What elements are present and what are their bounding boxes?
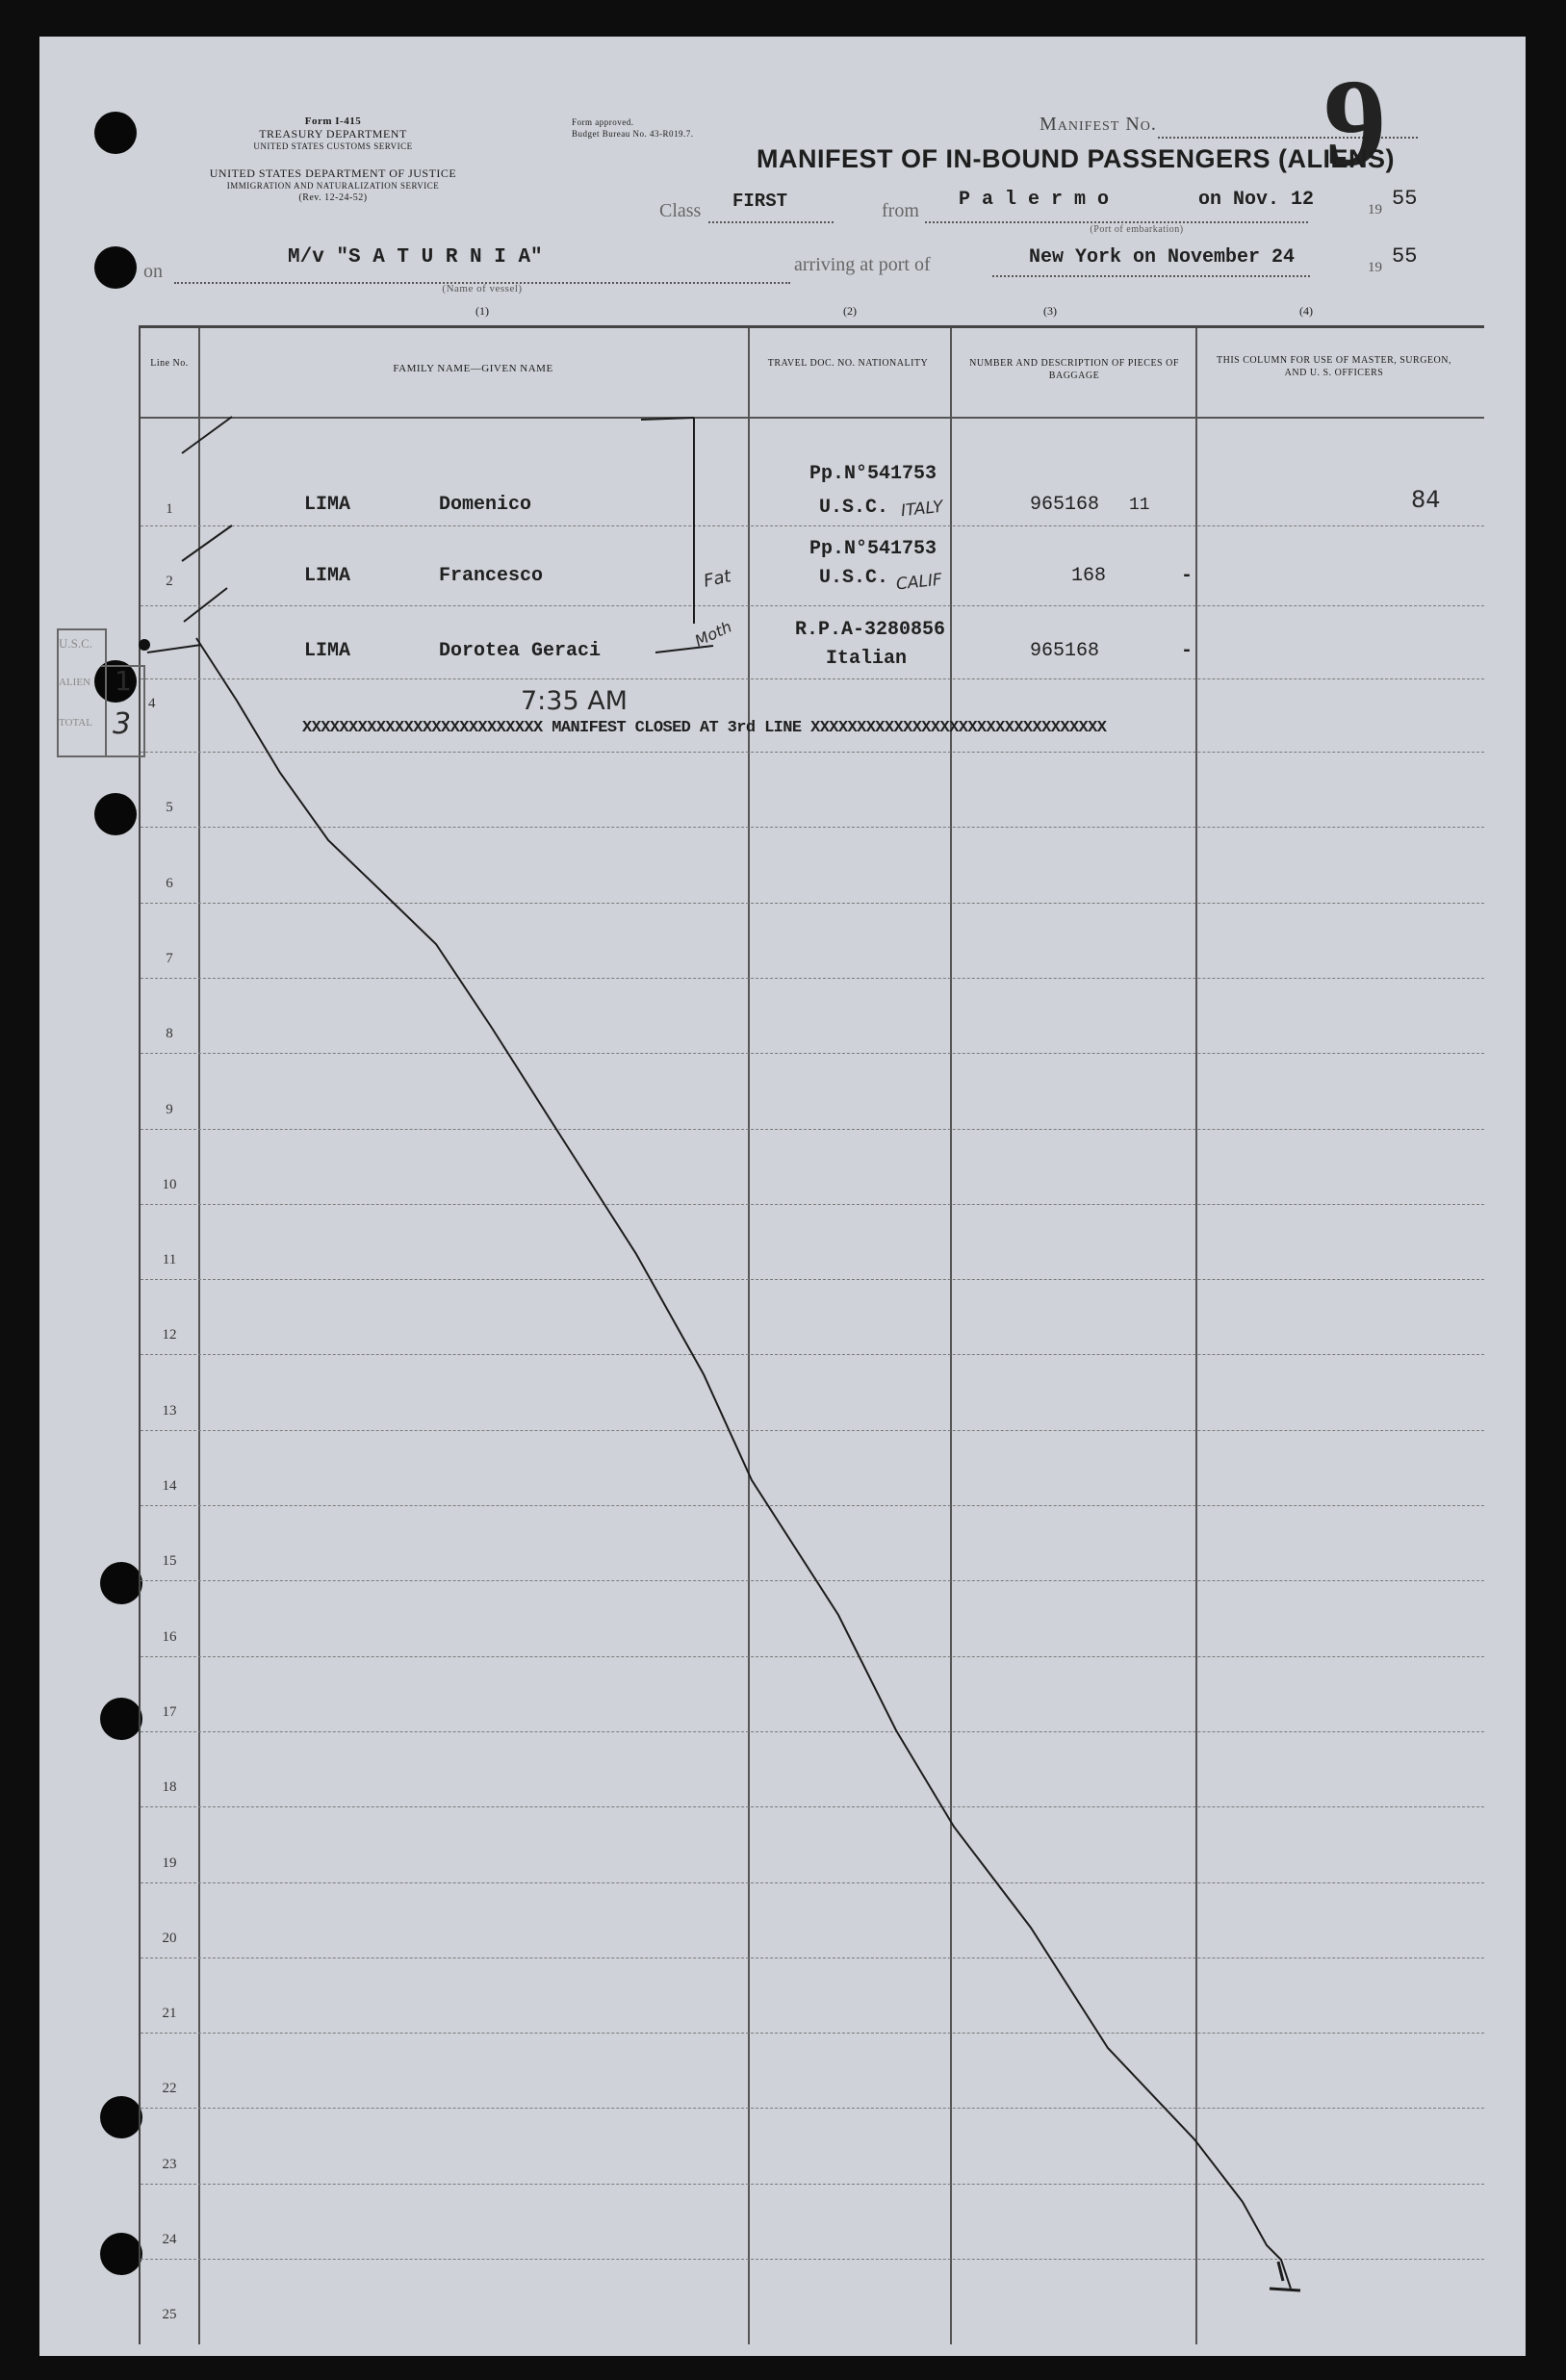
stamp-total-count: 3: [113, 707, 132, 741]
column-number: (2): [843, 304, 857, 318]
baggage-number: 965168: [1030, 640, 1100, 662]
customs-service: UNITED STATES CUSTOMS SERVICE: [253, 141, 413, 151]
dot-mark: [139, 639, 150, 651]
class-value: FIRST: [732, 191, 788, 212]
margin-note: Moth: [691, 617, 735, 651]
line-number: 21: [162, 2006, 177, 2022]
nationality-note: CALIF: [895, 570, 943, 595]
passenger-given-name: Dorotea Geraci: [439, 640, 602, 662]
passenger-given-name: Francesco: [439, 565, 544, 587]
travel-doc-number: R.P.A-3280856: [795, 619, 946, 641]
line-number: 23: [162, 2156, 177, 2172]
line-number: 13: [162, 1402, 177, 1419]
line-number: 22: [162, 2081, 177, 2097]
form-approved: Form approved.: [572, 117, 634, 127]
travel-doc-number: Pp.N°541753: [809, 538, 937, 560]
line-number-four: 4: [148, 696, 156, 711]
end-mark: [1270, 2262, 1300, 2290]
ins-service: IMMIGRATION AND NATURALIZATION SERVICE: [226, 181, 440, 191]
line-number: 11: [162, 1252, 177, 1268]
manifest-number: 9: [1323, 54, 1386, 192]
line-number: 2: [166, 574, 173, 589]
line-number: 18: [162, 1779, 177, 1796]
line-number: 5: [166, 800, 173, 816]
passenger-family-name: LIMA: [304, 640, 351, 662]
form-revision: (Rev. 12-24-52): [298, 192, 368, 203]
cancellation-stroke: [196, 638, 1291, 2289]
tick-mark: [147, 417, 232, 653]
treasury-dept: TREASURY DEPARTMENT: [259, 127, 407, 141]
time-note: 7:35 AM: [521, 686, 628, 716]
column-number: (1): [475, 304, 489, 318]
nationality: U.S.C.: [819, 497, 889, 519]
family-name-header: FAMILY NAME—GIVEN NAME: [393, 363, 553, 374]
baggage-pieces: 11: [1129, 496, 1150, 515]
from-label: from: [882, 200, 919, 221]
line-number: 12: [162, 1327, 177, 1344]
vessel-name: M/v "S A T U R N I A": [288, 246, 543, 269]
arrival-year-prefix: 19: [1368, 260, 1382, 275]
manifest-sheet: [39, 37, 1526, 2356]
justice-dept: UNITED STATES DEPARTMENT OF JUSTICE: [209, 166, 457, 180]
line-number: 6: [166, 875, 173, 891]
baggage-number: 168: [1071, 565, 1107, 587]
baggage-header: NUMBER AND DESCRIPTION OF PIECES OF BAGGAGE: [969, 358, 1179, 381]
manifest-no-label: Manifest No.: [1040, 114, 1157, 135]
arriving-label: arriving at port of: [794, 254, 931, 275]
line-number: 19: [162, 1855, 177, 1871]
column-number: (4): [1299, 304, 1313, 318]
nationality: Italian: [826, 648, 908, 670]
line-number: 20: [162, 1930, 177, 1946]
line-number: 16: [162, 1628, 177, 1645]
embark-year-prefix: 19: [1368, 202, 1382, 218]
stamp-alien-count: 1: [115, 665, 132, 697]
officers-header: THIS COLUMN FOR USE OF MASTER, SURGEON, AND U. S. OFFICERS: [1217, 355, 1451, 378]
stamp-total-label: TOTAL: [59, 717, 92, 729]
margin-note: Fat: [702, 566, 733, 592]
passenger-family-name: LIMA: [304, 494, 351, 516]
embark-date: on Nov. 12: [1198, 189, 1315, 211]
embark-year: 55: [1392, 187, 1418, 211]
manifest-closed-line: XXXXXXXXXXXXXXXXXXXXXXXXXX MANIFEST CLOSED AT 3rd LINE XXXXXXXXXXXXXXXXXXXXXXXXXXXXXXXX: [302, 719, 1107, 737]
line-number: 10: [162, 1176, 177, 1192]
baggage-pieces: -: [1181, 565, 1194, 587]
line-number: 15: [162, 1553, 177, 1570]
port-embark-caption: (Port of embarkation): [1090, 224, 1184, 235]
budget-bureau: Budget Bureau No. 43-R019.7.: [572, 129, 694, 139]
line-number: 8: [166, 1026, 173, 1042]
passenger-given-name: Domenico: [439, 494, 532, 516]
line-no-header: Line No.: [150, 358, 189, 369]
bracket-mark: [641, 418, 713, 653]
nationality: U.S.C.: [819, 567, 889, 589]
official-note: 84: [1411, 486, 1441, 513]
baggage-number: 965168: [1030, 494, 1100, 516]
nationality-note: ITALY: [900, 497, 944, 522]
manifest-title: MANIFEST OF IN-BOUND PASSENGERS (ALIENS): [757, 144, 1396, 173]
arrival-port-date: New York on November 24: [1029, 246, 1296, 269]
stamp-usc-label: U.S.C.: [59, 636, 93, 651]
line-number: 7: [166, 950, 173, 966]
travel-doc-number: Pp.N°541753: [809, 463, 937, 485]
line-number: 1: [166, 501, 173, 517]
arrival-year: 55: [1392, 244, 1418, 269]
on-label: on: [143, 261, 163, 282]
passenger-family-name: LIMA: [304, 565, 351, 587]
line-number: 25: [162, 2307, 177, 2323]
line-number: 17: [162, 1703, 177, 1720]
column-number: (3): [1043, 304, 1057, 318]
class-label: Class: [659, 200, 702, 221]
line-number: 9: [166, 1101, 173, 1117]
stamp-alien-label: ALIEN: [59, 677, 90, 688]
vessel-caption: (Name of vessel): [442, 283, 523, 294]
line-number: 14: [162, 1478, 177, 1494]
form-number: Form I-415: [304, 115, 362, 127]
travel-doc-header: TRAVEL DOC. NO. NATIONALITY: [767, 358, 929, 369]
baggage-pieces: -: [1181, 640, 1194, 662]
line-number: 24: [162, 2232, 177, 2247]
cancellation-line: [39, 37, 1526, 2356]
port-of-embarkation: P a l e r m o: [959, 189, 1110, 211]
